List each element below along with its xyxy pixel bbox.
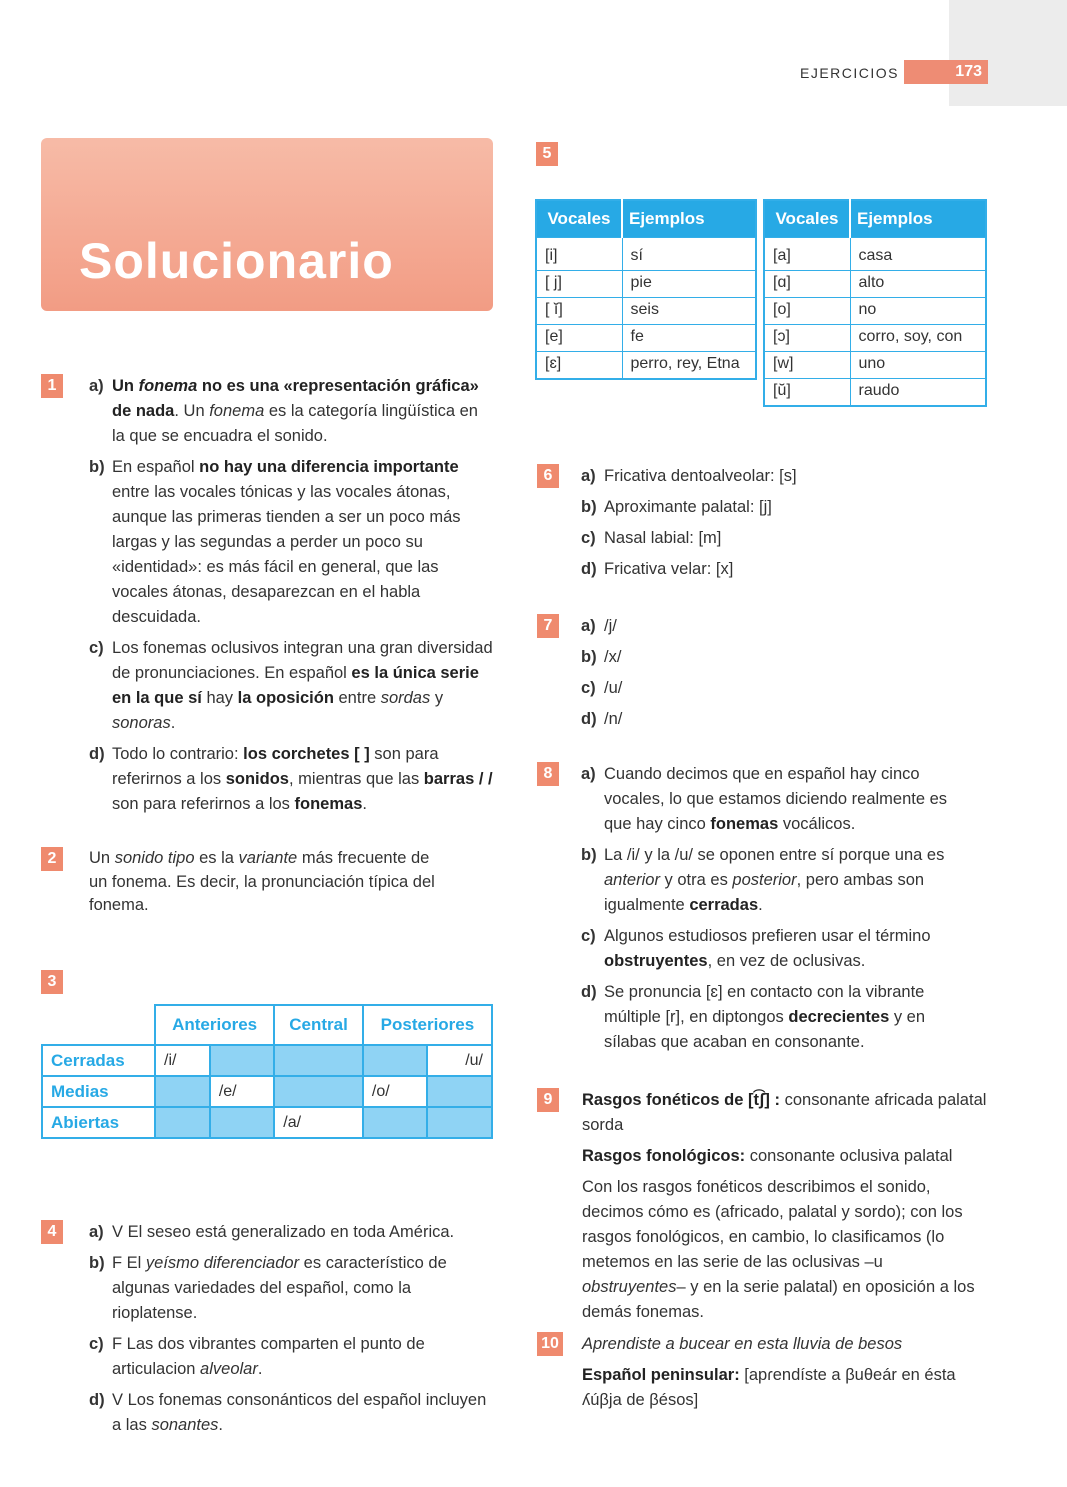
table-row <box>42 1107 492 1138</box>
answer-paragraph: Aprendiste a bucear en esta lluvia de besos <box>582 1335 903 1353</box>
exercise-10-answer <box>582 1332 987 1419</box>
table-cell: seis <box>622 298 756 325</box>
answer-item <box>581 557 981 582</box>
table-cell: /o/ <box>363 1076 428 1107</box>
exercise-number: 2 <box>41 847 63 871</box>
table-cell <box>210 1107 274 1138</box>
table-cell <box>363 1107 428 1138</box>
table-cell: [e] <box>536 325 622 352</box>
item-text: La /i/ y la /u/ se oponen entre sí porque una es anterior y otra es posterior, pero ambas son igualmente cerradas. <box>604 846 945 914</box>
table-row <box>764 325 986 352</box>
item-letter: b) <box>89 1254 105 1272</box>
exercise-number: 9 <box>537 1088 559 1112</box>
item-letter: a) <box>581 467 596 485</box>
answer-item <box>581 495 981 520</box>
item-text: Los fonemas oclusivos integran una gran diversidad de pronunciaciones. En español es la única serie en la que sí hay la oposición entre sordas y sonoras. <box>112 639 493 732</box>
answer-item <box>581 924 976 974</box>
answer-item <box>89 1251 499 1326</box>
answer-item <box>581 843 976 918</box>
item-text: Cuando decimos que en español hay cinco vocales, lo que estamos diciendo realmente es que hay cinco fonemas vocálicos. <box>604 765 948 833</box>
table-cell: /e/ <box>210 1076 274 1107</box>
item-text: Nasal labial: [m] <box>604 529 722 547</box>
col-header: Vocales <box>764 200 850 238</box>
item-text: Se pronuncia [ɛ] en contacto con la vibrante múltiple [r], en diptongos decrecientes y en sílabas que acaban en consonante. <box>604 983 926 1051</box>
table-cell <box>155 1107 210 1138</box>
item-letter: b) <box>581 648 597 666</box>
answer-item <box>89 1220 499 1245</box>
exercise-8-answers <box>581 762 976 1061</box>
item-letter: a) <box>581 765 596 783</box>
exercise-4-answers <box>89 1220 499 1444</box>
answer-item <box>89 636 494 736</box>
exercise-number: 8 <box>537 762 559 786</box>
section-label: EJERCICIOS <box>800 65 900 81</box>
vowels-table-1 <box>535 199 757 380</box>
item-text: En español no hay una diferencia importante entre las vocales tónicas y las vocales átonas, aunque las primeras tienden a ser un poco más largas y las segundas a perder un poco su «identidad»: es más fácil en general, que las vocales átonas, desaparezcan en el habla descuidada. <box>112 458 461 626</box>
item-text: Fricativa velar: [x] <box>604 560 734 578</box>
table-row <box>42 1045 492 1076</box>
exercise-number: 4 <box>41 1220 63 1244</box>
table-row <box>764 238 986 271</box>
item-text: Algunos estudiosos prefieren usar el término obstruyentes, en vez de oclusivas. <box>604 927 931 970</box>
item-text: Fricativa dentoalveolar: [s] <box>604 467 797 485</box>
item-letter: a) <box>89 377 104 395</box>
table-cell: [ɑ] <box>764 271 850 298</box>
vowel-classification-table <box>41 1004 493 1139</box>
answer-paragraph: Español peninsular: [apɾendíste a βuθeár en ésta ʎúβja de βésos] <box>582 1366 956 1409</box>
table-cell: /a/ <box>274 1107 363 1138</box>
table-cell: [ŭ] <box>764 379 850 407</box>
table-cell: [a] <box>764 238 850 271</box>
row-label: Medias <box>42 1076 155 1107</box>
col-header: Posteriores <box>363 1005 492 1045</box>
table-row <box>536 325 756 352</box>
answer-item <box>89 1332 499 1382</box>
item-text: F Las dos vibrantes comparten el punto de articulacion alveolar. <box>112 1335 425 1378</box>
table-cell: perro, rey, Etna <box>622 352 756 380</box>
item-text: /u/ <box>604 679 623 697</box>
table-cell: alto <box>850 271 986 298</box>
table-cell: raudo <box>850 379 986 407</box>
table-cell: [o] <box>764 298 850 325</box>
page-corner-shade <box>949 0 1067 106</box>
table-cell: /i/ <box>155 1045 210 1076</box>
item-letter: d) <box>581 560 597 578</box>
table-cell <box>363 1045 428 1076</box>
table-cell: [ ĭ] <box>536 298 622 325</box>
table-row <box>536 238 756 271</box>
item-letter: b) <box>89 458 105 476</box>
exercise-number: 5 <box>536 142 558 166</box>
answer-item <box>581 707 981 732</box>
exercise-number: 7 <box>537 614 559 638</box>
table-cell <box>427 1107 492 1138</box>
item-text: Aproximante palatal: [j] <box>604 498 772 516</box>
item-text: /n/ <box>604 710 623 728</box>
col-header: Ejemplos <box>850 200 986 238</box>
table-row <box>764 379 986 407</box>
exercise-9-answer <box>582 1088 987 1331</box>
exercise-2-answer: Un sonido tipo es la variante más frecuente de un fonema. Es decir, la pronunciación típica del fonema. <box>89 849 435 914</box>
exercise-number: 1 <box>41 374 63 398</box>
answer-item <box>581 645 981 670</box>
exercise-7-answers <box>581 614 981 738</box>
table-row <box>764 271 986 298</box>
answer-item <box>89 1388 499 1438</box>
col-header: Ejemplos <box>622 200 756 238</box>
item-text: /x/ <box>604 648 622 666</box>
item-text: Todo lo contrario: los corchetes [ ] son para referirnos a los sonidos, mientras que las barras / / son para referirnos a los fonemas. <box>112 745 493 813</box>
item-text: V Los fonemas consonánticos del español incluyen a las sonantes. <box>112 1391 487 1434</box>
answer-item <box>581 614 981 639</box>
answer-item <box>89 455 494 630</box>
exercise-1-answers <box>89 374 494 823</box>
page-header <box>740 60 988 86</box>
item-letter: c) <box>89 639 104 657</box>
page-number: 173 <box>904 60 988 84</box>
table-row <box>764 298 986 325</box>
table-row <box>764 352 986 379</box>
answer-item <box>89 742 494 817</box>
table-cell: sí <box>622 238 756 271</box>
exercise-6-answers <box>581 464 981 588</box>
table-row <box>42 1076 492 1107</box>
table-row <box>536 271 756 298</box>
answer-paragraph: Rasgos fonéticos de [t͡ʃ] : consonante africada palatal sorda <box>582 1091 987 1134</box>
exercise-number: 6 <box>537 464 559 488</box>
table-cell: uno <box>850 352 986 379</box>
item-letter: c) <box>89 1335 104 1353</box>
table-cell: pie <box>622 271 756 298</box>
item-letter: d) <box>89 745 105 763</box>
table-cell: [ɛ] <box>536 352 622 380</box>
table-cell <box>274 1076 363 1107</box>
table-cell: /u/ <box>427 1045 492 1076</box>
exercise-number: 3 <box>41 970 63 994</box>
answer-item <box>581 980 976 1055</box>
table-cell: no <box>850 298 986 325</box>
col-header: Vocales <box>536 200 622 238</box>
item-letter: c) <box>581 679 596 697</box>
col-header: Anteriores <box>155 1005 274 1045</box>
item-text: F El yeísmo diferenciador es característico de algunas variedades del español, como la rioplatense. <box>112 1254 447 1322</box>
answer-paragraph: Rasgos fonológicos: consonante oclusiva palatal <box>582 1147 953 1165</box>
item-letter: a) <box>89 1223 104 1241</box>
answer-item <box>89 374 494 449</box>
answer-item <box>581 676 981 701</box>
table-cell <box>274 1045 363 1076</box>
table-cell: [ɔ] <box>764 325 850 352</box>
item-letter: d) <box>89 1391 105 1409</box>
item-letter: d) <box>581 983 597 1001</box>
answer-item <box>581 762 976 837</box>
item-letter: a) <box>581 617 596 635</box>
row-label: Cerradas <box>42 1045 155 1076</box>
item-text: Un fonema no es una «representación gráfica» de nada. Un fonema es la categoría lingüística en la que se encuadra el sonido. <box>112 377 479 445</box>
item-text: /j/ <box>604 617 617 635</box>
table-row <box>536 298 756 325</box>
item-letter: c) <box>581 927 596 945</box>
vowels-table-2 <box>763 199 987 407</box>
item-letter: b) <box>581 846 597 864</box>
table-row <box>536 352 756 380</box>
item-letter: c) <box>581 529 596 547</box>
exercise-number: 10 <box>537 1332 563 1356</box>
answer-item <box>581 526 981 551</box>
table-cell: [i] <box>536 238 622 271</box>
table-cell <box>427 1076 492 1107</box>
col-header: Central <box>274 1005 363 1045</box>
table-cell: fe <box>622 325 756 352</box>
banner-title: Solucionario <box>79 233 394 289</box>
answer-item <box>581 464 981 489</box>
table-cell: [ j] <box>536 271 622 298</box>
answer-paragraph: Con los rasgos fonéticos describimos el sonido, decimos cómo es (africado, palatal y sordo); con los rasgos fonológicos, en cambio, lo clasificamos (lo metemos en las serie de las oclusivas –u obstruyentes– y en la serie palatal) en oposición a los demás fonemas. <box>582 1178 975 1321</box>
item-letter: d) <box>581 710 597 728</box>
table-cell <box>210 1045 274 1076</box>
table-cell: [w] <box>764 352 850 379</box>
item-letter: b) <box>581 498 597 516</box>
table-cell: casa <box>850 238 986 271</box>
item-text: V El seseo está generalizado en toda América. <box>112 1223 455 1241</box>
solucionario-banner <box>41 138 493 311</box>
table-cell <box>155 1076 210 1107</box>
row-label: Abiertas <box>42 1107 155 1138</box>
table-cell: corro, soy, con <box>850 325 986 352</box>
